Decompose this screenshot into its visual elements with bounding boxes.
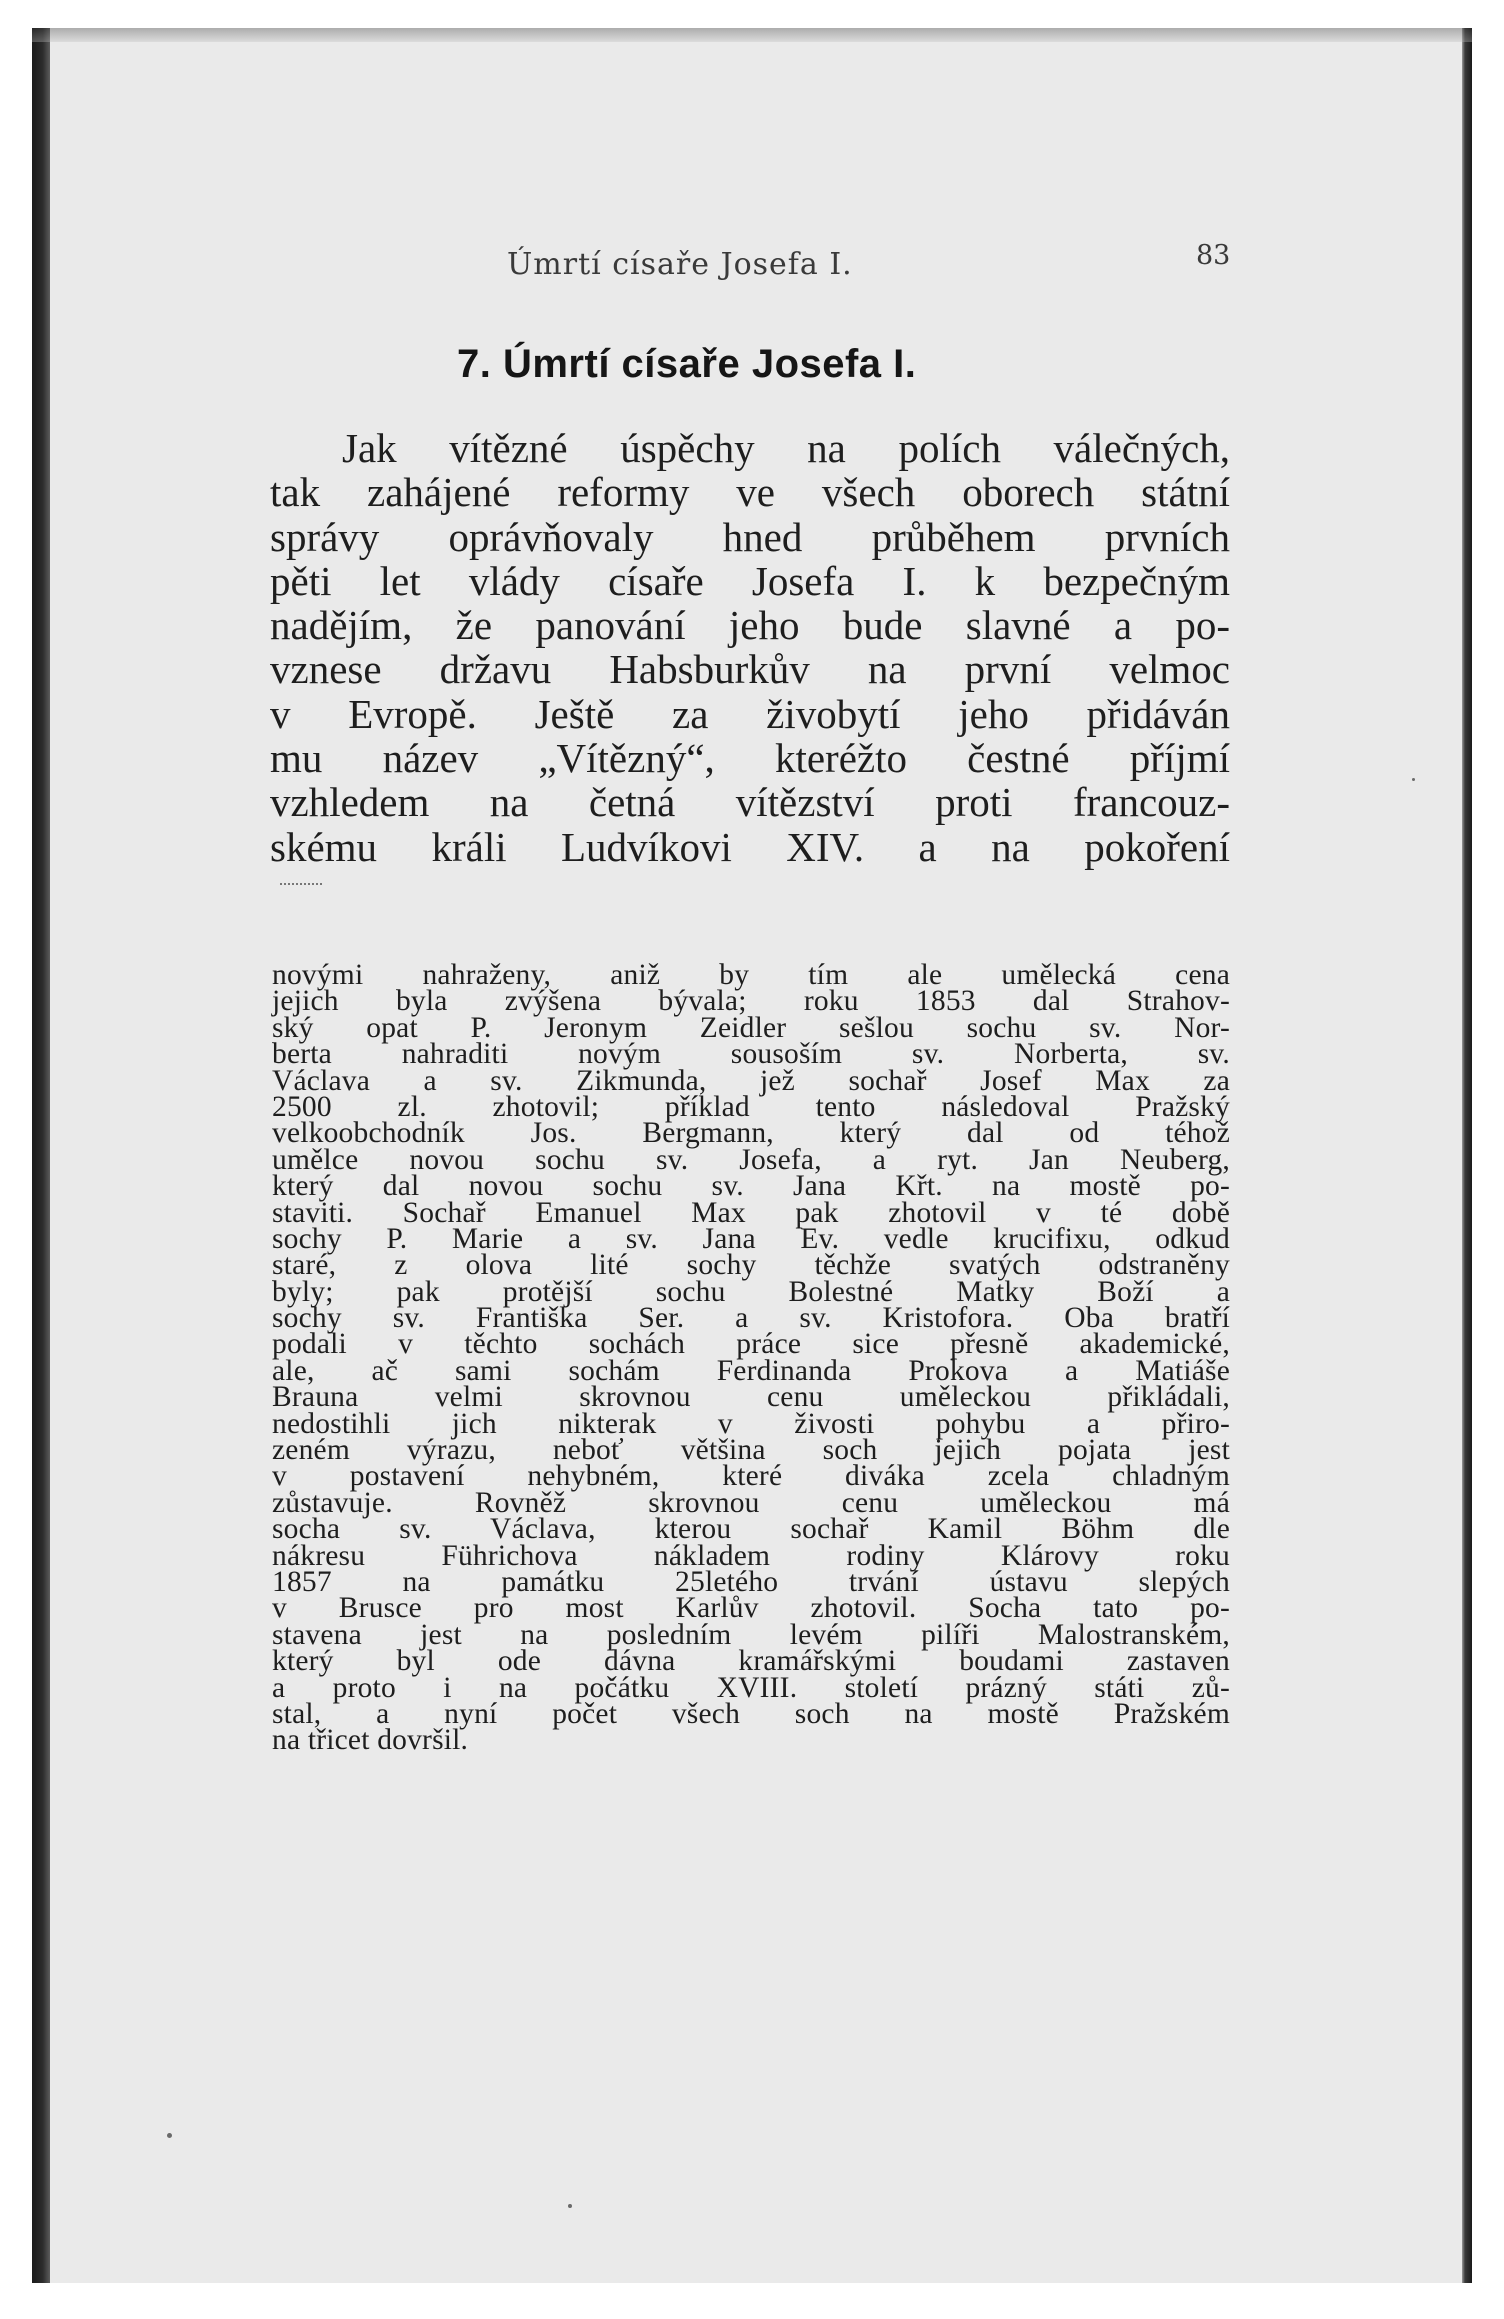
footnote-line: ale, ač sami sochám Ferdinanda Prokova a Matiáše bbox=[272, 1354, 1230, 1387]
footnote-line: který byl ode dávna kramářskými boudami zastaven bbox=[272, 1645, 1230, 1678]
footnote-line: 2500 zl. zhotovil; příklad tento následoval Pražský bbox=[272, 1090, 1230, 1123]
footnote-line: velkoobchodník Jos. Bergmann, který dal od téhož bbox=[272, 1117, 1230, 1150]
footnote-line: stal, a nyní počet všech soch na mostě Pražském bbox=[272, 1697, 1230, 1730]
footnote-line: v Brusce pro most Karlův zhotovil. Socha tato po- bbox=[272, 1592, 1230, 1625]
footnote-separator bbox=[280, 883, 322, 885]
footnote-line: zeném výrazu, neboť většina soch jejich pojata jest bbox=[272, 1434, 1230, 1467]
footnote-line: ský opat P. Jeronym Zeidler sešlou sochu sv. Nor- bbox=[272, 1011, 1230, 1044]
footnote-line: umělce novou sochu sv. Josefa, a ryt. Jan Neuberg, bbox=[272, 1143, 1230, 1176]
footnote-line: byly; pak protější sochu Bolestné Matky Boží a bbox=[272, 1275, 1230, 1308]
footnote-line: podali v těchto sochách práce sice přesně akademické, bbox=[272, 1328, 1230, 1361]
footnote-line: novými nahraženy, aniž by tím ale umělecká cena bbox=[272, 959, 1230, 991]
footnote-line: nedostihli jich nikterak v živosti pohybu a přiro- bbox=[272, 1407, 1230, 1440]
page-top-edge bbox=[32, 28, 1472, 42]
main-text-line: mu název „Vítězný“, kteréžto čestné příjmí bbox=[270, 735, 1230, 782]
main-paragraph bbox=[270, 426, 1230, 869]
main-text-line: vznese državu Habsburkův na první velmoc bbox=[270, 646, 1230, 693]
footnote-line: na třicet dovršil. bbox=[272, 1724, 469, 1757]
footnote-line: 1857 na památku 25letého trvání ústavu slepých bbox=[272, 1565, 1230, 1598]
footnote bbox=[272, 959, 1230, 1757]
footnote-line: který dal novou sochu sv. Jana Křt. na mostě po- bbox=[272, 1170, 1230, 1203]
main-text-line: vzhledem na četná vítězství proti francouz- bbox=[270, 779, 1230, 826]
footnote-line: Brauna velmi skrovnou cenu uměleckou přikládali, bbox=[272, 1381, 1230, 1414]
footnote-line: sochy P. Marie a sv. Jana Ev. vedle krucifixu, odkud bbox=[272, 1222, 1230, 1255]
footnote-line: sochy sv. Františka Ser. a sv. Kristofora. Oba bratří bbox=[272, 1302, 1230, 1335]
footnote-line: berta nahraditi novým sousoším sv. Norberta, sv. bbox=[272, 1038, 1230, 1071]
footnote-line: staviti. Sochař Emanuel Max pak zhotovil v té době bbox=[272, 1196, 1230, 1229]
running-head: Úmrtí císaře Josefa I. bbox=[507, 247, 853, 282]
footnote-line: a proto i na počátku XVIII. století prázný státi zů- bbox=[272, 1671, 1230, 1704]
footnote-line: jejich byla zvýšena bývala; roku 1853 dal Strahov- bbox=[272, 985, 1230, 1018]
footnote-line: v postavení nehybném, které diváka zcela chladným bbox=[272, 1460, 1230, 1493]
scan-speck bbox=[1412, 778, 1415, 781]
book-page bbox=[32, 28, 1472, 2283]
page-right-edge bbox=[1462, 28, 1472, 2283]
main-text-line: správy oprávňovaly hned průběhem prvních bbox=[270, 513, 1230, 560]
main-text-line: Jak vítězné úspěchy na polích válečných, bbox=[342, 425, 1230, 471]
page-number: 83 bbox=[1196, 240, 1231, 271]
footnote-line: staré, z olova lité sochy těchže svatých odstraněny bbox=[272, 1249, 1230, 1282]
footnote-line: zůstavuje. Rovněž skrovnou cenu uměleckou má bbox=[272, 1486, 1230, 1519]
chapter-title: 7. Úmrtí císaře Josefa I. bbox=[457, 342, 917, 386]
main-text-line: pěti let vlády císaře Josefa I. k bezpečným bbox=[270, 557, 1230, 604]
main-text-line: v Evropě. Ještě za živobytí jeho přidáván bbox=[270, 690, 1230, 737]
footnote-line: Václava a sv. Zikmunda, jež sochař Josef Max za bbox=[272, 1064, 1230, 1097]
main-text-line: tak zahájené reformy ve všech oborech státní bbox=[270, 469, 1230, 516]
footnote-line: nákresu Führichova nákladem rodiny Klárovy roku bbox=[272, 1539, 1230, 1572]
footnote-line: stavena jest na posledním levém pilíři Malostranském, bbox=[272, 1618, 1230, 1651]
footnote-line: socha sv. Václava, kterou sochař Kamil Böhm dle bbox=[272, 1513, 1230, 1546]
page-left-edge bbox=[32, 28, 50, 2283]
main-text-line: nadějím, že panování jeho bude slavné a po- bbox=[270, 602, 1230, 649]
scan-speck bbox=[167, 2133, 172, 2138]
main-text-line: skému králi Ludvíkovi XIV. a na pokoření bbox=[270, 823, 1230, 870]
scan-speck bbox=[568, 2204, 572, 2208]
